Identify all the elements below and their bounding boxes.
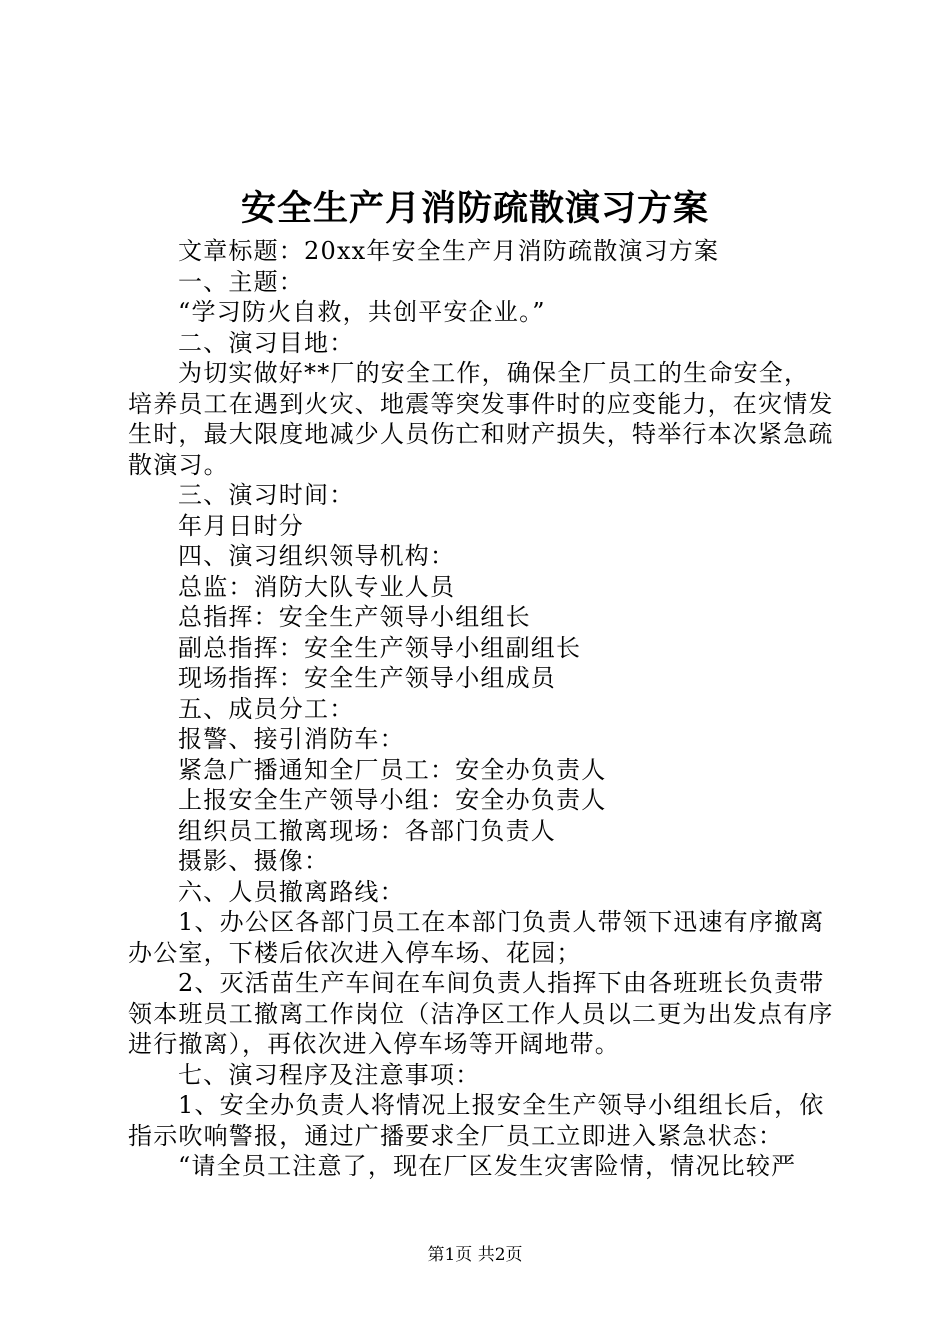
section-heading: 一、主题： <box>178 267 304 296</box>
paragraph: 总监：消防大队专业人员 <box>178 572 456 601</box>
paragraph: 文章标题：20xx年安全生产月消防疏散演习方案 <box>178 237 720 265</box>
paragraph: 副总指挥：安全生产领导小组副组长 <box>178 633 582 662</box>
paragraph: 摄影、摄像： <box>178 847 330 875</box>
paragraph: 紧急广播通知全厂员工：安全办负责人 <box>178 755 607 784</box>
paragraph: 为切实做好**厂的安全工作，确保全厂员工的生命安全，培养员工在遇到火灾、地震等突发事件时的应变能力，在灾情发生时，最大限度地减少人员伤亡和财产损失，特举行本次紧急疏散演习。 <box>128 359 834 479</box>
paragraph: 1、安全办负责人将情况上报安全生产领导小组组长后，依指示吹响警报，通过广播要求全厂员工立即进入紧急状态： <box>128 1091 825 1150</box>
document-title: 安全生产月消防疏散演习方案 <box>240 188 709 229</box>
paragraph: 1、办公区各部门员工在本部门负责人带领下迅速有序撤离办公室，下楼后依次进入停车场、花园； <box>128 908 825 967</box>
paragraph: 上报安全生产领导小组：安全办负责人 <box>178 786 607 814</box>
section-heading: 七、演习程序及注意事项： <box>178 1060 481 1089</box>
section-heading: 三、演习时间： <box>178 481 355 509</box>
document-body <box>128 236 834 1182</box>
section-heading: 四、演习组织领导机构： <box>178 542 456 570</box>
paragraph: 现场指挥：安全生产领导小组成员 <box>178 664 556 692</box>
section-heading: 二、演习目地： <box>178 328 355 357</box>
paragraph: 年月日时分 <box>178 511 304 540</box>
paragraph: “请全员工注意了，现在厂区发生灾害险情，情况比较严 <box>178 1152 797 1180</box>
paragraph: 组织员工撤离现场：各部门负责人 <box>178 816 556 845</box>
page-footer: 第1页 共2页 <box>427 1245 523 1265</box>
paragraph: 报警、接引消防车： <box>178 725 405 753</box>
paragraph: “学习防火自救，共创平安企业。” <box>178 298 546 326</box>
section-heading: 六、人员撤离路线： <box>178 877 405 906</box>
paragraph: 总指挥：安全生产领导小组组长 <box>178 603 531 631</box>
section-heading: 五、成员分工： <box>178 694 355 723</box>
paragraph: 2、灭活苗生产车间在车间负责人指挥下由各班班长负责带领本班员工撤离工作岗位（洁净区工作人员以二更为出发点有序进行撤离），再依次进入停车场等开阔地带。 <box>128 969 834 1058</box>
